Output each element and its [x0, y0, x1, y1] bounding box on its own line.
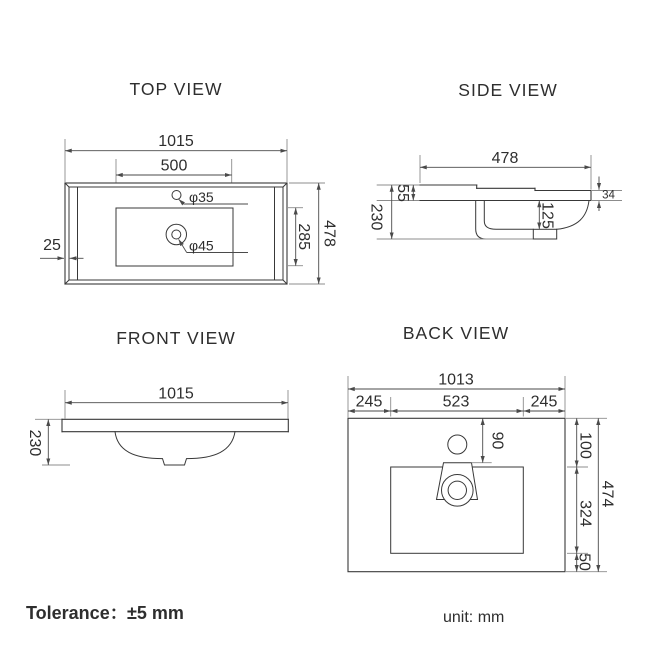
dim-top-rim-width: 25	[43, 237, 61, 254]
tolerance-label: Tolerance：	[26, 603, 128, 623]
dim-side-rim-thickness: 55	[394, 184, 411, 202]
back-view-dimensions	[348, 371, 616, 571]
top-view	[40, 79, 338, 284]
back-view-title: BACK VIEW	[402, 323, 510, 343]
dim-front-height: 230	[25, 429, 43, 457]
dim-top-overall-depth: 478	[320, 220, 338, 247]
dim-back-right-margin: 245	[530, 393, 558, 411]
dim-side-depth: 478	[491, 150, 519, 167]
dim-back-bottom-band: 50	[575, 553, 593, 571]
side-view-title: SIDE VIEW	[458, 80, 558, 100]
dim-back-center-width: 523	[442, 393, 470, 411]
back-view	[348, 323, 616, 572]
front-view-title: FRONT VIEW	[116, 328, 236, 348]
bowl-opening	[116, 208, 233, 266]
side-view-dimensions	[368, 150, 616, 239]
front-view-dimensions	[26, 385, 288, 465]
front-view	[26, 328, 289, 465]
front-view-outline	[35, 419, 288, 465]
footer	[26, 603, 504, 626]
dim-back-top-band: 100	[576, 432, 594, 459]
label-drain-hole-dia: φ45	[189, 237, 214, 254]
drain-fitting	[533, 229, 556, 239]
dim-side-height: 230	[367, 203, 385, 231]
unit-label: unit: mm	[443, 609, 505, 626]
dim-front-width: 1015	[158, 385, 194, 403]
dim-side-bowl-depth: 125	[538, 202, 556, 229]
label-faucet-hole-dia: φ35	[189, 188, 214, 205]
dim-back-height: 474	[598, 480, 616, 508]
bowl-underside	[115, 432, 235, 465]
overflow-inner	[448, 481, 466, 499]
dim-top-basin-depth: 285	[295, 223, 313, 251]
dim-top-basin-width: 500	[160, 157, 188, 175]
top-view-outline	[65, 183, 287, 284]
dim-side-edge-thickness: 34	[602, 189, 615, 202]
faucet-hole-back	[448, 435, 467, 454]
drain-hole-outer	[166, 224, 186, 244]
top-view-title: TOP VIEW	[129, 79, 223, 99]
dim-back-width: 1013	[438, 371, 474, 389]
side-view	[368, 80, 623, 239]
back-view-outline	[348, 418, 565, 571]
faucet-hole	[172, 191, 181, 200]
dim-top-overall-width: 1015	[158, 133, 194, 150]
tolerance-value: ±5 mm	[127, 603, 184, 623]
dim-back-faucet-drop: 90	[488, 431, 506, 450]
dim-back-left-margin: 245	[355, 393, 383, 411]
drain-hole-inner	[172, 230, 181, 239]
bowl-rear-curve	[557, 201, 589, 230]
dim-back-middle-band: 324	[576, 500, 594, 527]
bowl-inner-wall	[484, 201, 533, 230]
basin-outer-edge	[65, 183, 287, 284]
